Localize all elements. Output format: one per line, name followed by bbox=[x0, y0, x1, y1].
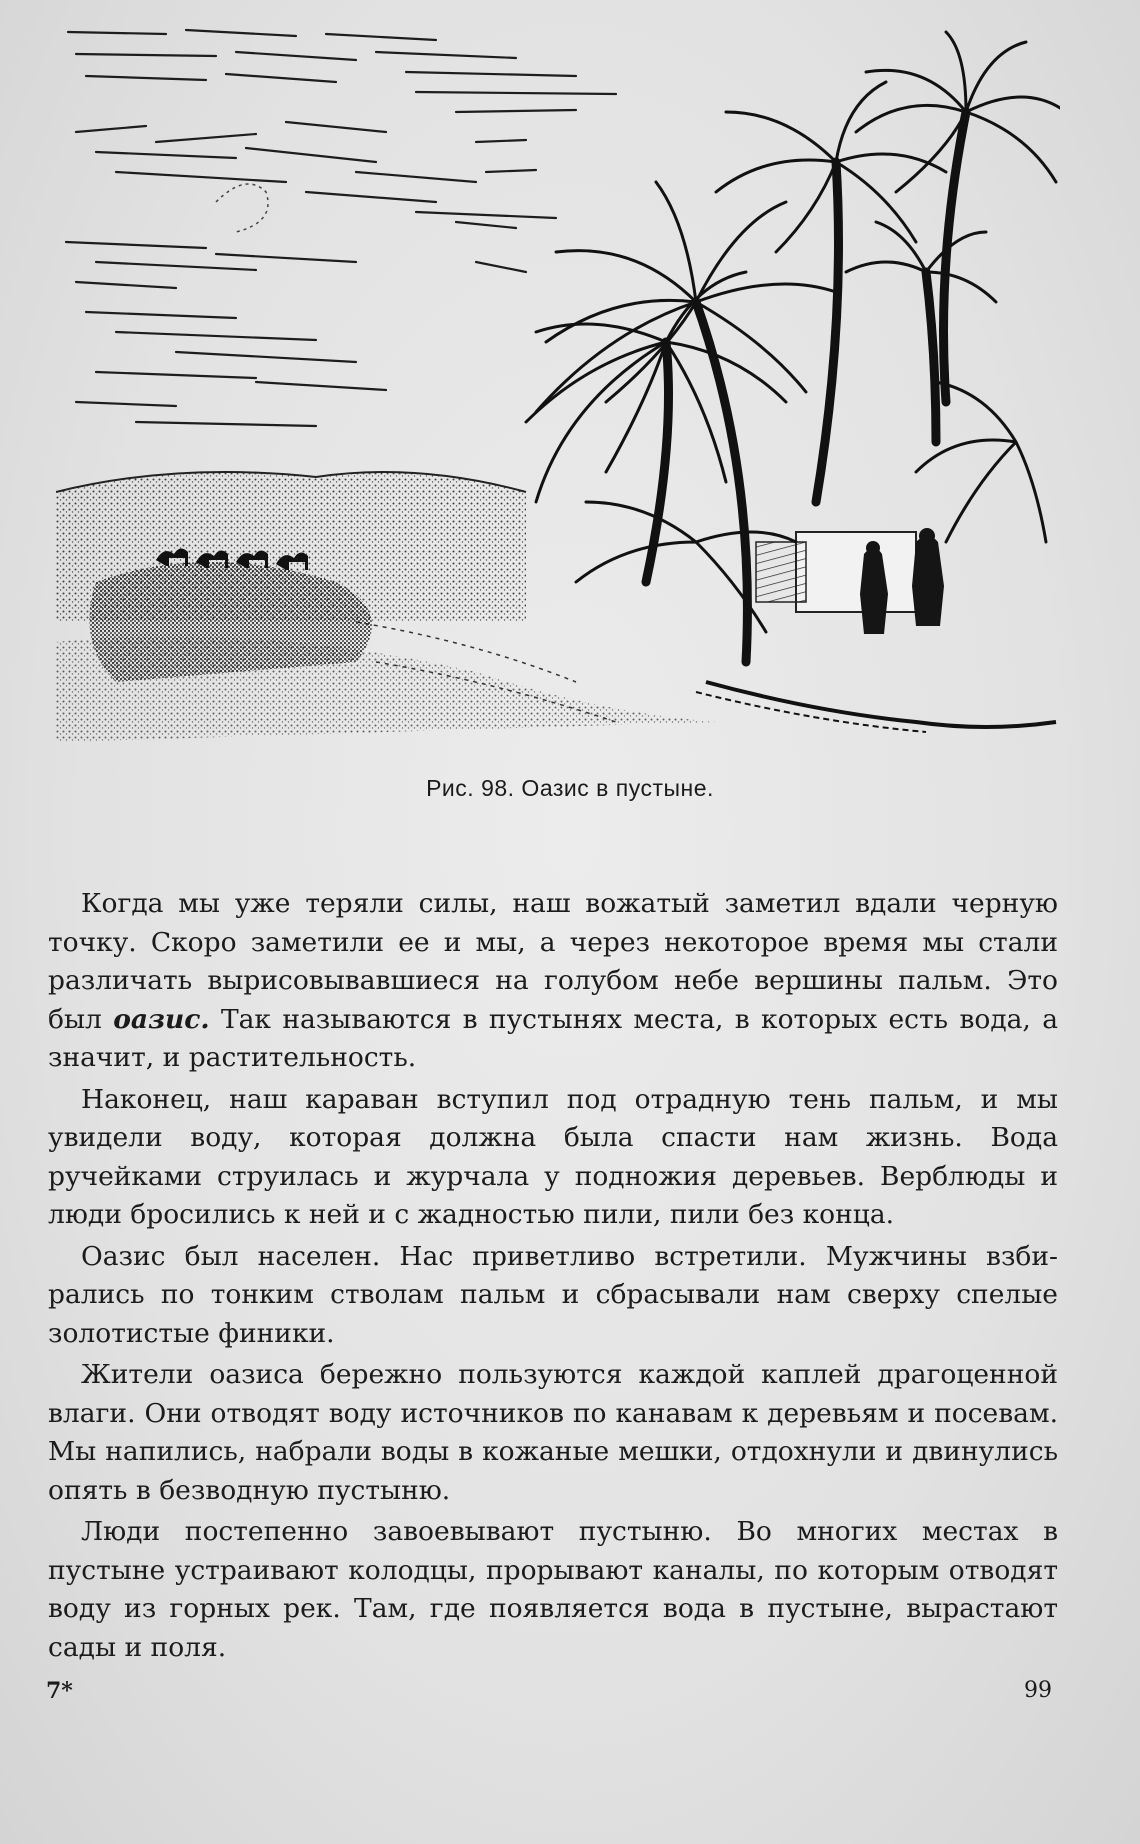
paragraph-1-end: Так называются в пустынях места, в которых есть вода, а значит, и растительность. bbox=[48, 1003, 1058, 1073]
oasis-desert-engraving-icon bbox=[56, 22, 1060, 752]
signature-mark: 7* bbox=[46, 1678, 73, 1704]
paragraph-3: Оазис был населен. Нас приветливо встретили. Мужчины взбирались по тонким стволам пальм и сбрасывали нам сверху спелые золотистые финики. bbox=[48, 1240, 1058, 1349]
body-text bbox=[48, 885, 1058, 1670]
page-number: 99 bbox=[1024, 1678, 1052, 1703]
stream bbox=[706, 682, 1056, 727]
village-wall bbox=[796, 532, 916, 612]
term-oasis: оазис. bbox=[113, 1003, 210, 1035]
stream-bank bbox=[696, 692, 926, 732]
foreground-sand bbox=[56, 636, 716, 742]
paragraph-5: Люди постепенно завоевывают пустыню. Во многих местах в пустыне устраивают колодцы, прорывают каналы, по которым отводят воду из горных рек. Там, где появляется вода в пустыне, вырастают сады и поля. bbox=[48, 1516, 1058, 1663]
paragraph-2: Наконец, наш караван вступил под отрадную тень пальм, и мы увидели воду, которая должна была спасти нам жизнь. Вода ручейками струилась и журчала у подножия деревьев. Верблюды и люди бросились к ней и с жадностью пили, пили без конца. bbox=[48, 1083, 1058, 1230]
oasis-illustration bbox=[56, 22, 1060, 752]
paragraph-1-start: Когда мы уже теряли силы, наш вожатый заметил вдали черную точку. Скоро заметили ее и мы, а через некоторое время мы стали различать вырисовывавшиеся на голубом небе вершины пальм. Это был bbox=[48, 888, 1058, 1035]
paragraph-4: Жители оазиса бережно пользуются каждой каплей драгоценной влаги. Они отводят воду источников по канавам к деревьям и посевам. Мы напились, набрали воды в кожаные мешки, отдохнули и двинулись опять в безводную пустыню. bbox=[48, 1359, 1058, 1506]
figure-caption: Рис. 98. Оазис в пустыне. bbox=[426, 775, 714, 801]
palm-crowns bbox=[526, 32, 1060, 632]
sky-hatching bbox=[66, 30, 616, 426]
sun-outline bbox=[216, 184, 268, 232]
house-shadow bbox=[756, 542, 806, 602]
paragraph-1 bbox=[48, 885, 1058, 1078]
